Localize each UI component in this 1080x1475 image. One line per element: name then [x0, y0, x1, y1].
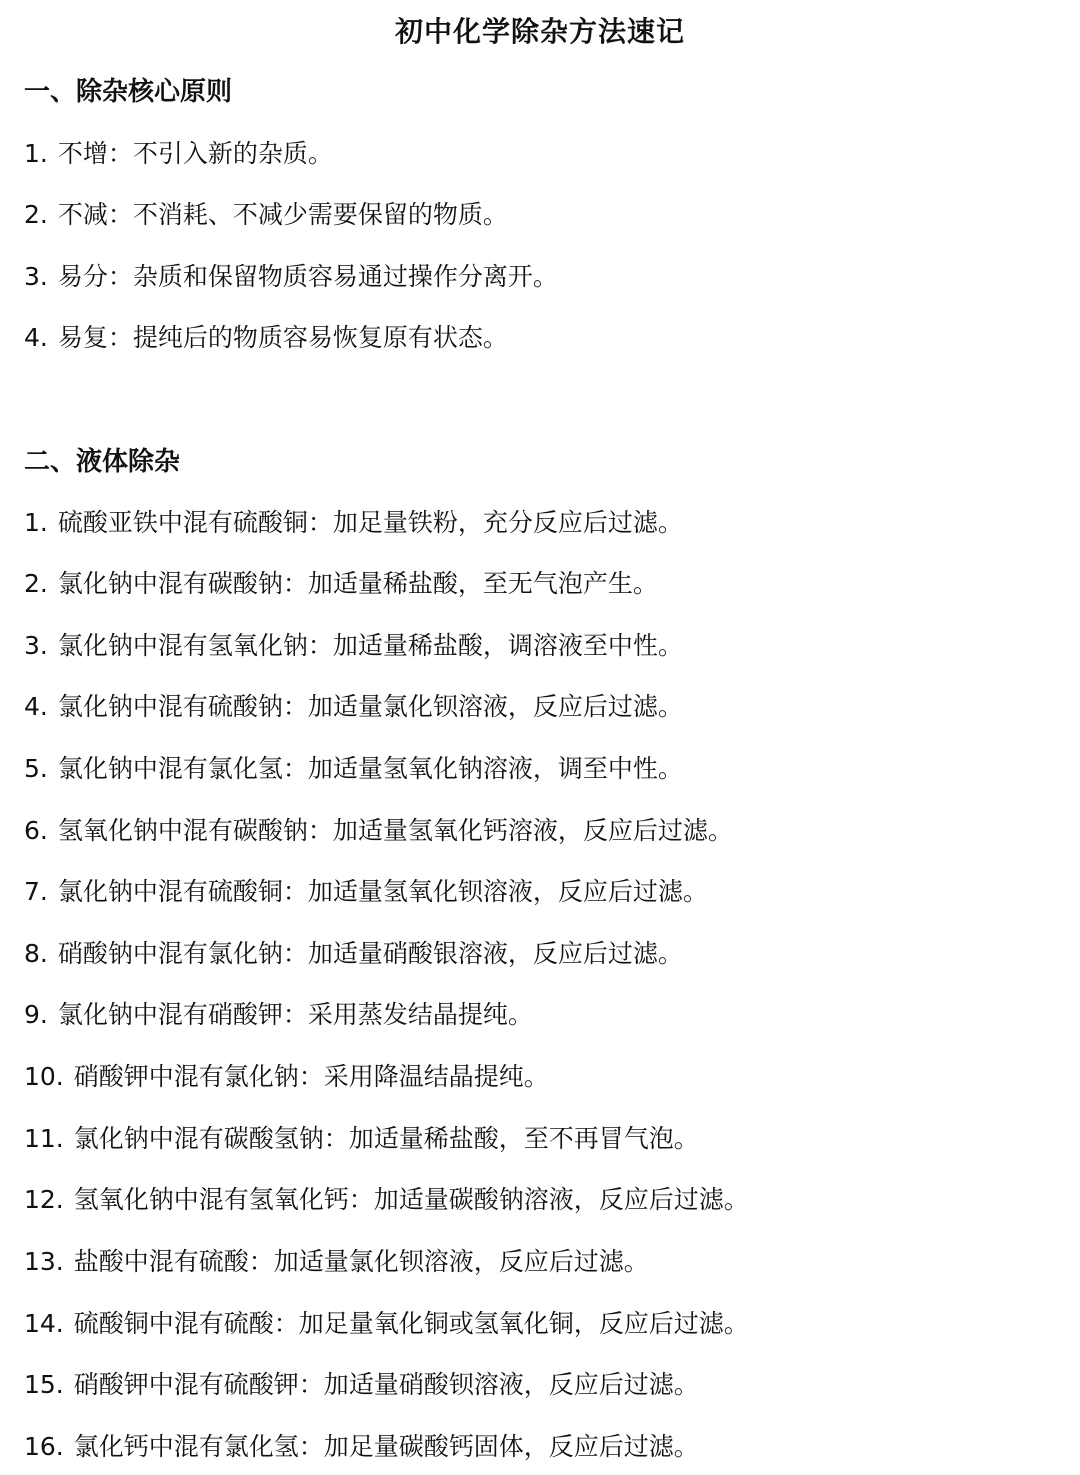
- item-number: 16.: [24, 1432, 64, 1461]
- item-number: 3.: [24, 631, 48, 660]
- item-number: 4.: [24, 323, 48, 352]
- item-number: 2.: [24, 200, 48, 229]
- item-number: 7.: [24, 877, 48, 906]
- item-text: 氯化钙中混有氯化氢：加足量碳酸钙固体，反应后过滤。: [73, 1432, 699, 1461]
- item-text: 硫酸亚铁中混有硫酸铜：加足量铁粉，充分反应后过滤。: [57, 508, 683, 537]
- list-item: [24, 320, 508, 356]
- list-item: [24, 505, 683, 541]
- list-item: [24, 566, 658, 602]
- item-number: 15.: [24, 1370, 64, 1399]
- section-heading-principles: 一、除杂核心原则: [24, 77, 233, 107]
- item-text: 盐酸中混有硫酸：加适量氯化钡溶液，反应后过滤。: [73, 1247, 649, 1276]
- item-number: 3.: [24, 262, 48, 291]
- item-text: 氯化钠中混有氢氧化钠：加适量稀盐酸，调溶液至中性。: [57, 631, 683, 660]
- list-item: [24, 1182, 749, 1218]
- item-text: 氢氧化钠中混有氢氧化钙：加适量碳酸钠溶液，反应后过滤。: [73, 1185, 749, 1214]
- item-text: 氯化钠中混有碳酸钠：加适量稀盐酸，至无气泡产生。: [57, 569, 658, 598]
- item-text: 硫酸铜中混有硫酸：加足量氧化铜或氢氧化铜，反应后过滤。: [73, 1309, 749, 1338]
- item-text: 氯化钠中混有硫酸铜：加适量氢氧化钡溶液，反应后过滤。: [57, 877, 708, 906]
- item-number: 4.: [24, 692, 48, 721]
- list-item: [24, 1306, 749, 1342]
- item-number: 1.: [24, 139, 48, 168]
- list-item: [24, 136, 333, 172]
- list-item: [24, 997, 533, 1033]
- item-text: 氯化钠中混有氯化氢：加适量氢氧化钠溶液，调至中性。: [57, 754, 683, 783]
- item-number: 9.: [24, 1000, 48, 1029]
- item-text: 易复：提纯后的物质容易恢复原有状态。: [57, 323, 508, 352]
- item-text: 硝酸钾中混有氯化钠：采用降温结晶提纯。: [73, 1062, 549, 1091]
- item-number: 8.: [24, 939, 48, 968]
- item-number: 14.: [24, 1309, 64, 1338]
- list-item: [24, 197, 508, 233]
- item-text: 硝酸钾中混有硫酸钾：加适量硝酸钡溶液，反应后过滤。: [73, 1370, 699, 1399]
- list-item: [24, 628, 683, 664]
- item-number: 10.: [24, 1062, 64, 1091]
- item-number: 5.: [24, 754, 48, 783]
- list-item: [24, 813, 733, 849]
- list-item: [24, 1121, 699, 1157]
- list-item: [24, 936, 683, 972]
- list-item: [24, 1367, 699, 1403]
- item-text: 硝酸钠中混有氯化钠：加适量硝酸银溶液，反应后过滤。: [57, 939, 683, 968]
- item-text: 不减：不消耗、不减少需要保留的物质。: [57, 200, 508, 229]
- item-number: 6.: [24, 816, 48, 845]
- item-text: 氯化钠中混有硝酸钾：采用蒸发结晶提纯。: [57, 1000, 533, 1029]
- item-number: 2.: [24, 569, 48, 598]
- list-item: [24, 1429, 699, 1465]
- list-item: [24, 259, 558, 295]
- list-item: [24, 1059, 549, 1095]
- list-item: [24, 689, 683, 725]
- item-number: 13.: [24, 1247, 64, 1276]
- item-text: 易分：杂质和保留物质容易通过操作分离开。: [57, 262, 558, 291]
- item-number: 12.: [24, 1185, 64, 1214]
- document-title: 初中化学除杂方法速记: [394, 15, 685, 48]
- list-item: [24, 1244, 649, 1280]
- item-text: 氢氧化钠中混有碳酸钠：加适量氢氧化钙溶液，反应后过滤。: [57, 816, 733, 845]
- item-text: 氯化钠中混有碳酸氢钠：加适量稀盐酸，至不再冒气泡。: [73, 1124, 699, 1153]
- section-heading-liquid: 二、液体除杂: [24, 447, 181, 477]
- item-text: 不增：不引入新的杂质。: [57, 139, 333, 168]
- item-number: 1.: [24, 508, 48, 537]
- list-item: [24, 874, 708, 910]
- list-item: [24, 751, 683, 787]
- item-text: 氯化钠中混有硫酸钠：加适量氯化钡溶液，反应后过滤。: [57, 692, 683, 721]
- item-number: 11.: [24, 1124, 64, 1153]
